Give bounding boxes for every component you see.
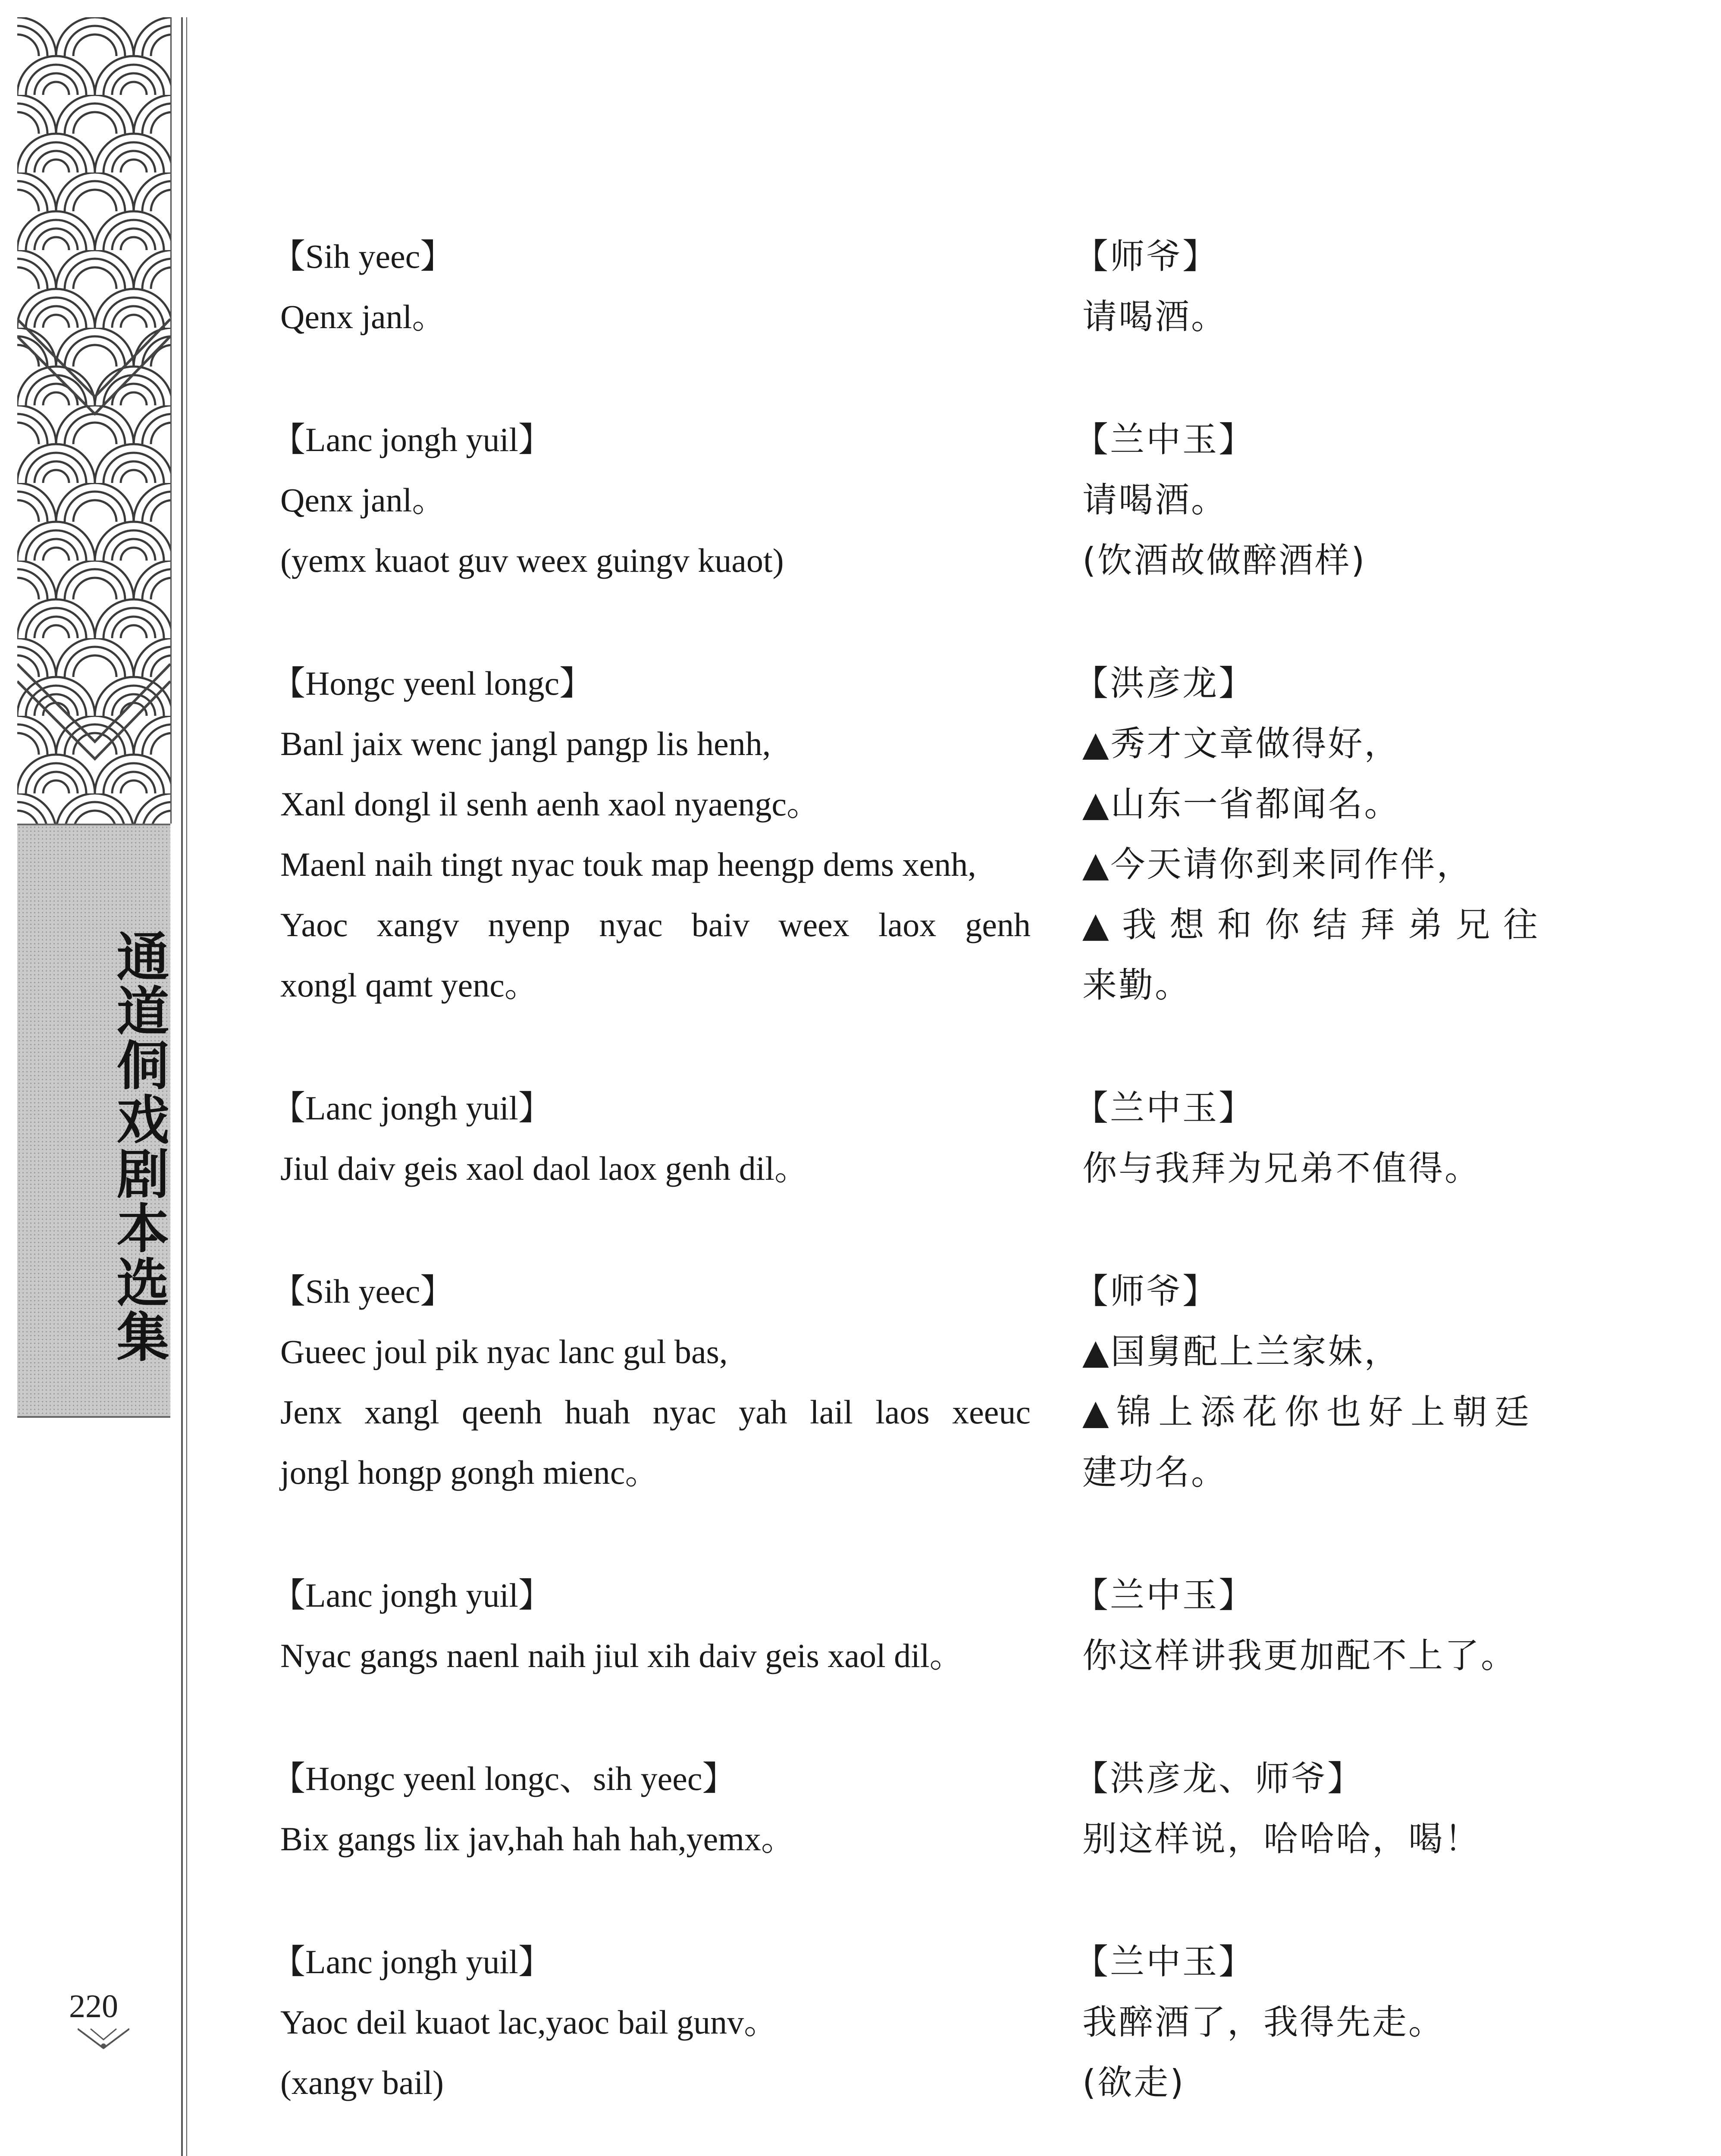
page-number: 220 xyxy=(69,1988,118,2024)
speaker-dong: 【Lanc jongh yuil】 xyxy=(272,1943,552,1981)
line-dong: xongl qamt yenc。 xyxy=(280,966,538,1004)
line-cn: 我醉酒了，我得先走。 xyxy=(1082,2002,1445,2042)
line-dong: Jiul daiv geis xaol daol laox genh dil。 xyxy=(280,1150,808,1187)
line-dong: Bix gangs lix jav,hah hah hah,yemx。 xyxy=(280,1820,795,1858)
line-cn: ▲秀才文章做得好， xyxy=(1082,724,1401,764)
speaker-dong: 【Lanc jongh yuil】 xyxy=(272,1089,552,1127)
line-cn: 别这样说，哈哈哈，喝！ xyxy=(1082,1819,1481,1859)
line-dong: Jenx xangl qeenh huah nyac yah lail laos xeeuc xyxy=(280,1393,1031,1431)
line-dong: Qenx janl。 xyxy=(280,481,446,519)
line-dong: Qenx janl。 xyxy=(280,298,446,335)
line-cn: 你这样讲我更加配不上了。 xyxy=(1082,1636,1517,1676)
line-cn: 建功名。 xyxy=(1082,1452,1227,1492)
line-cn: ▲锦上添花你也好上朝廷 xyxy=(1082,1392,1531,1432)
speaker-cn: 【师爷】 xyxy=(1074,1271,1219,1311)
line-cn: (欲走) xyxy=(1082,2062,1185,2103)
line-dong: (xangv bail) xyxy=(280,2064,444,2101)
line-cn: (饮酒故做醉酒样) xyxy=(1082,540,1367,580)
line-dong: (yemx kuaot guv weex guingv kuaot) xyxy=(280,542,784,579)
line-dong: Yaoc xangv nyenp nyac baiv weex laox genh xyxy=(280,906,1031,943)
line-cn: 请喝酒。 xyxy=(1082,480,1227,520)
speaker-cn: 【兰中玉】 xyxy=(1074,1942,1255,1982)
speaker-dong: 【Sih yeec】 xyxy=(272,1272,454,1310)
speaker-cn: 【师爷】 xyxy=(1074,236,1219,276)
line-dong: Xanl dongl il senh aenh xaol nyaengc。 xyxy=(280,785,820,823)
line-dong: Nyac gangs naenl naih jiul xih daiv geis xaol dil。 xyxy=(280,1637,963,1674)
speaker-dong: 【Hongc yeenl longc、sih yeec】 xyxy=(272,1760,736,1797)
speaker-dong: 【Lanc jongh yuil】 xyxy=(272,421,552,458)
line-dong: Banl jaix wenc jangl pangp lis henh, xyxy=(280,725,771,762)
line-dong: jongl hongp gongh mienc。 xyxy=(280,1454,659,1491)
margin-rule-inner xyxy=(186,17,187,2156)
book-title-panel xyxy=(17,824,170,1418)
line-cn: 请喝酒。 xyxy=(1082,297,1227,337)
speaker-dong: 【Lanc jongh yuil】 xyxy=(272,1576,552,1614)
speaker-cn: 【兰中玉】 xyxy=(1074,1088,1255,1128)
line-dong: Yaoc deil kuaot lac,yaoc bail gunv。 xyxy=(280,2003,778,2041)
speaker-cn: 【兰中玉】 xyxy=(1074,420,1255,460)
line-cn: ▲山东一省都闻名。 xyxy=(1082,784,1401,824)
speaker-cn: 【兰中玉】 xyxy=(1074,1575,1255,1615)
page-ornament-icon xyxy=(78,2027,129,2053)
line-dong: Gueec joul pik nyac lanc gul bas, xyxy=(280,1333,728,1370)
line-cn: 来勤。 xyxy=(1082,965,1191,1005)
line-cn: ▲我想和你结拜弟兄往 xyxy=(1082,905,1539,945)
line-dong: Maenl naih tingt nyac touk map heengp dems xenh, xyxy=(280,846,976,883)
decorative-wave-band xyxy=(17,17,172,824)
line-cn: 你与我拜为兄弟不值得。 xyxy=(1082,1148,1481,1188)
speaker-cn: 【洪彦龙】 xyxy=(1074,663,1255,703)
line-cn: ▲今天请你到来同作伴， xyxy=(1082,844,1473,884)
book-title: 通道侗戏剧本选集 xyxy=(108,929,170,1364)
line-cn: ▲国舅配上兰家妹， xyxy=(1082,1332,1401,1372)
speaker-dong: 【Sih yeec】 xyxy=(272,238,454,275)
speaker-cn: 【洪彦龙、师爷】 xyxy=(1074,1758,1364,1799)
margin-rule xyxy=(181,17,183,2156)
speaker-dong: 【Hongc yeenl longc】 xyxy=(272,664,593,702)
